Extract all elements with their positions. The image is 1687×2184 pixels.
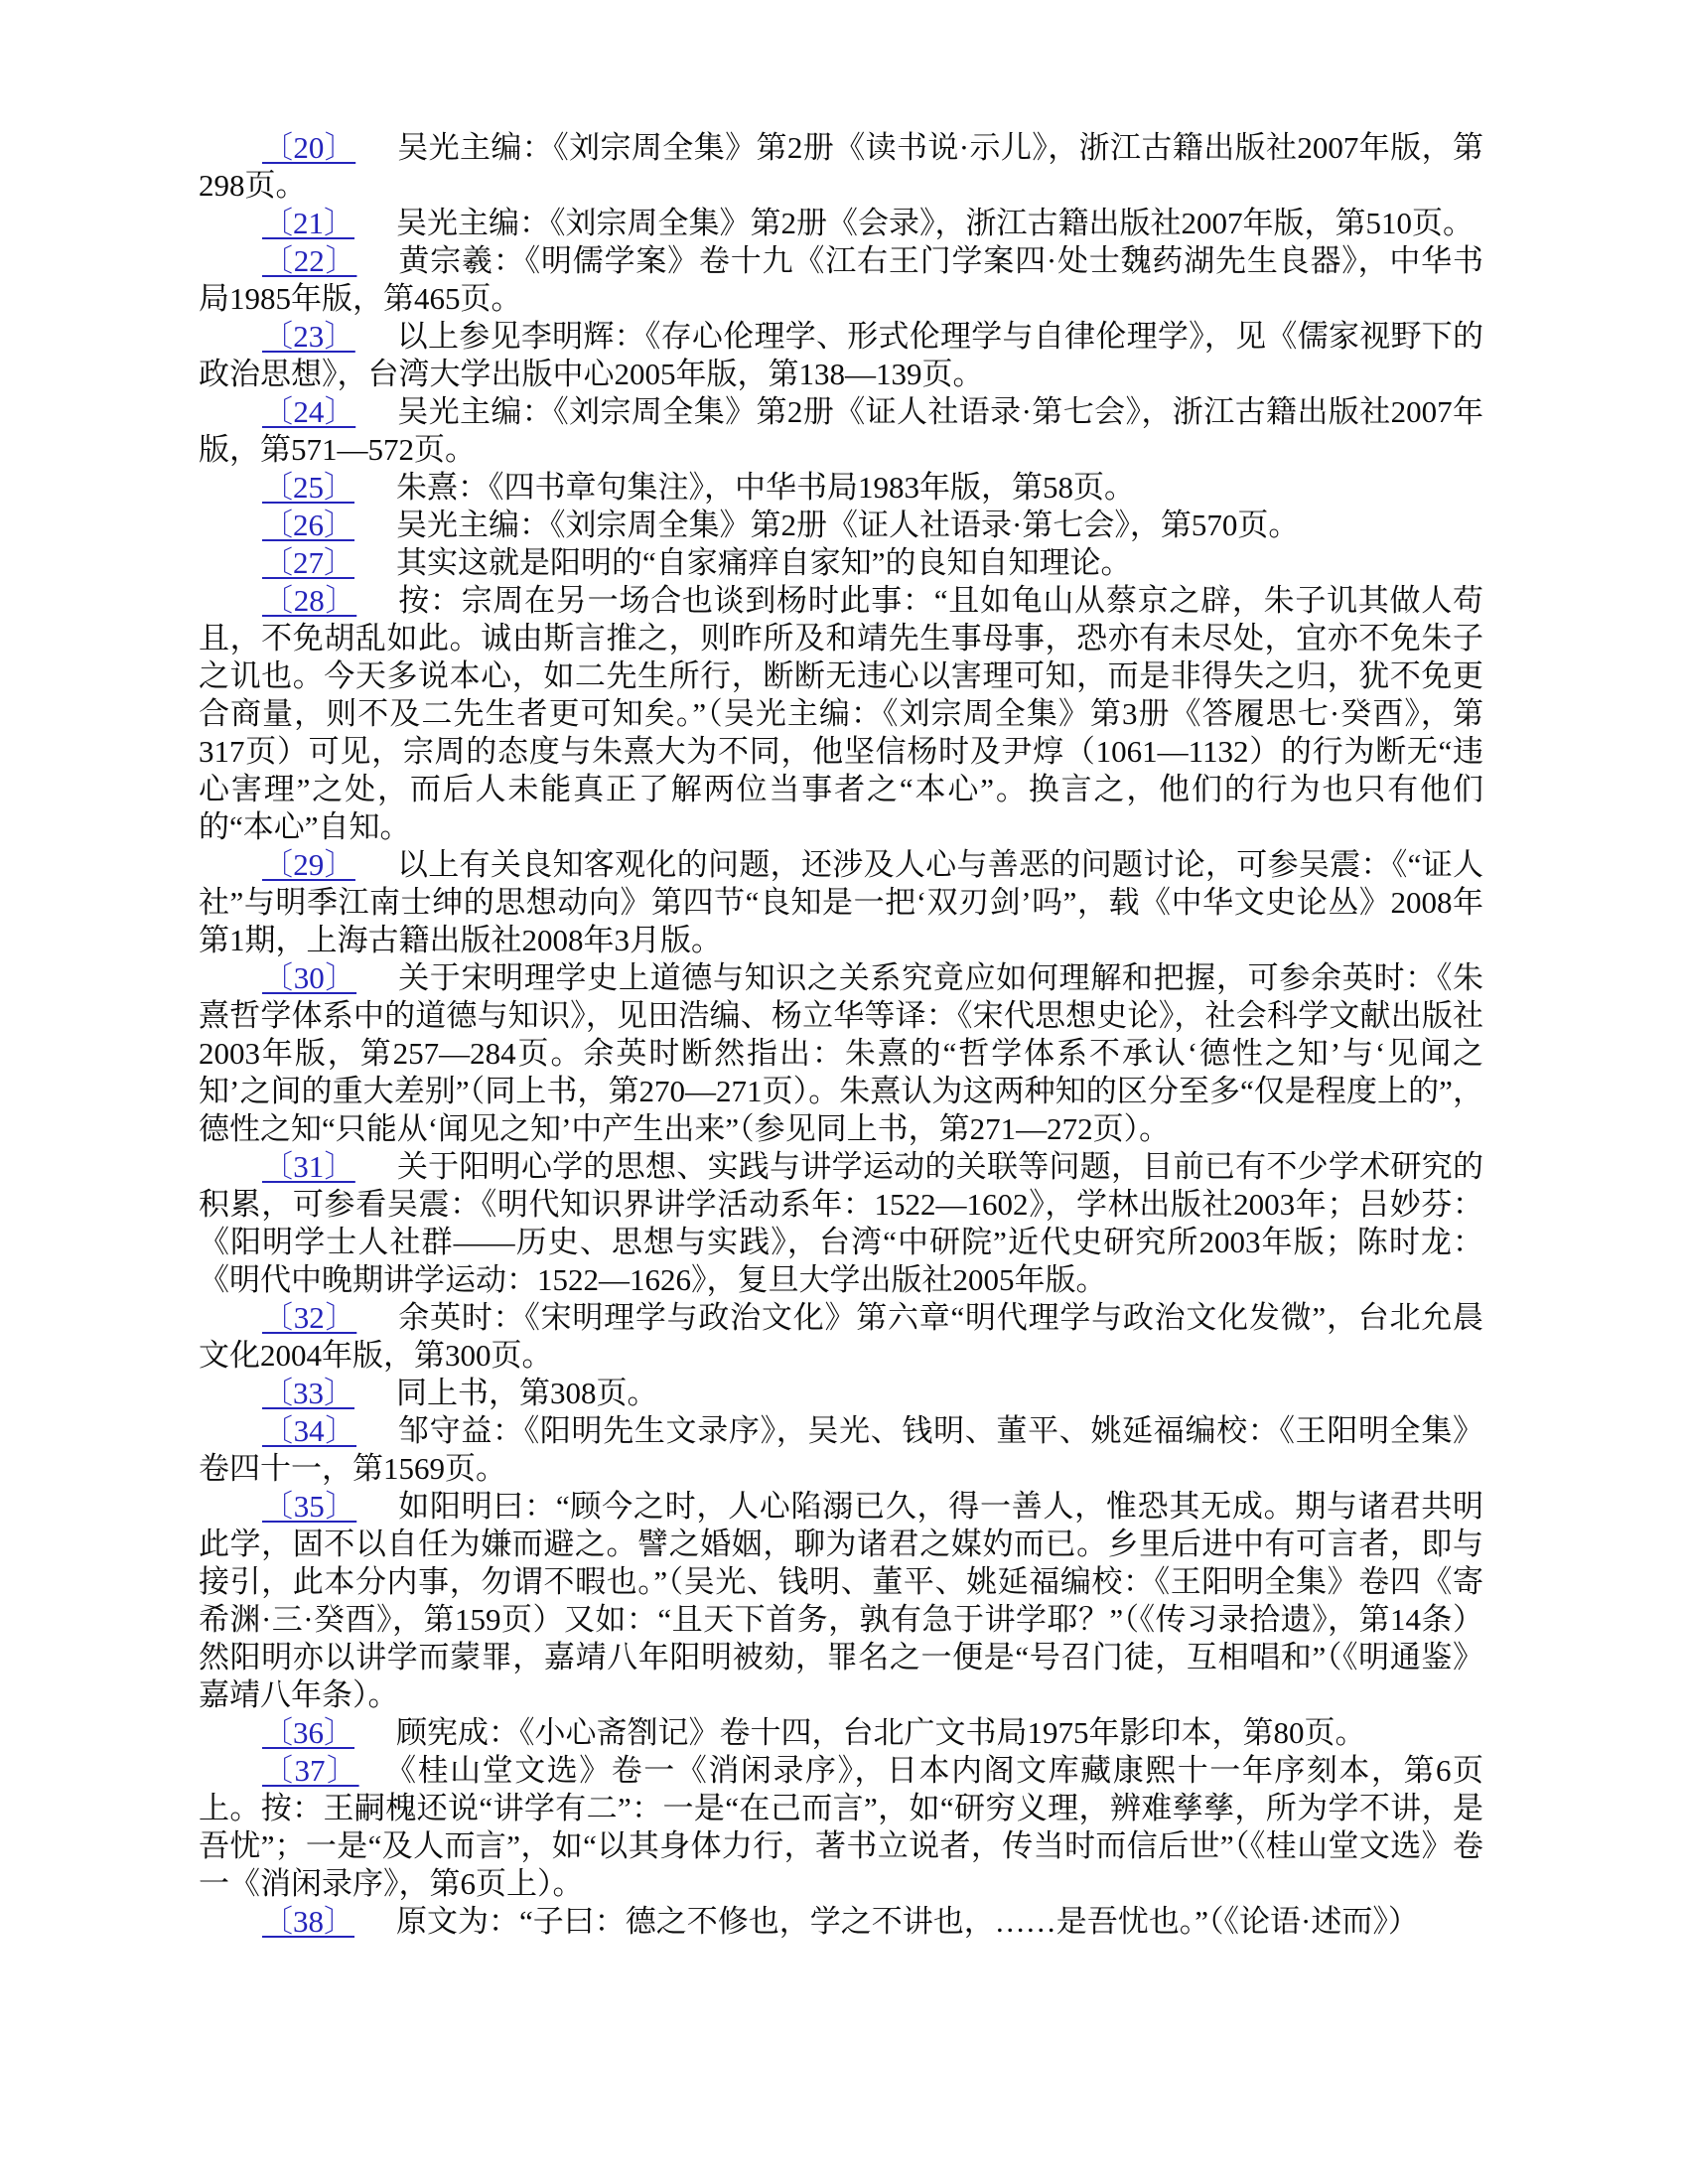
footnote-text: 关于阳明心学的思想、实践与讲学运动的关联等问题，目前已有不少学术研究的积累，可参看吴震：《明代知识界讲学活动系年：1522—1602》，学林出版社2003年；吕妙芬：《阳明学士人社群——历史、思想与实践》，台湾“中研院”近代史研究所2003年版；陈时龙：《明代中晚期讲学运动：1522—1626》，复旦大学出版社2005年版。 [199, 1149, 1483, 1297]
footnote-ref-link[interactable]: 〔32〕 [262, 1300, 357, 1335]
footnote-text: 以上有关良知客观化的问题，还涉及人心与善恶的问题讨论，可参吴震：《“证人社”与明季江南士绅的思想动向》第四节“良知是一把‘双刃剑’吗”，载《中华文史论丛》2008年第1期，上海古籍出版社2008年3月版。 [199, 847, 1484, 957]
footnote-ref-link[interactable]: 〔33〕 [262, 1376, 354, 1410]
footnote-ref-link[interactable]: 〔30〕 [262, 960, 357, 995]
footnote-text: 如阳明曰：“顾今之时，人心陷溺已久，得一善人，惟恐其无成。期与诸君共明此学，固不以自任为嫌而避之。譬之婚姻，聊为诸君之媒妁而已。乡里后进中有可言者，即与接引，此本分内事，勿谓不暇也。”（吴光、钱明、董平、姚延福编校：《王阳明全集》卷四《寄希渊·三·癸酉》，第159页）又如：“且天下首务，孰有急于讲学耶？”（《传习录拾遗》，第14条）然阳明亦以讲学而蒙罪，嘉靖八年阳明被劾，罪名之一便是“号召门徒，互相唱和”（《明通鉴》嘉靖八年条）。 [199, 1489, 1484, 1712]
footnote-text: 同上书，第308页。 [396, 1376, 658, 1410]
footnote-ref-link[interactable]: 〔34〕 [262, 1413, 357, 1448]
footnote-text: 邹守益：《阳明先生文录序》，吴光、钱明、董平、姚延福编校：《王阳明全集》卷四十一，第1569页。 [199, 1413, 1483, 1486]
footnote-ref-link[interactable]: 〔26〕 [262, 508, 354, 542]
footnote-item [199, 1752, 1483, 1903]
footnote-item [199, 1903, 1483, 1941]
footnote-item [199, 582, 1483, 846]
footnote-text: 朱熹：《四书章句集注》，中华书局1983年版，第58页。 [396, 470, 1135, 505]
footnote-ref-link[interactable]: 〔37〕 [262, 1753, 359, 1788]
footnote-ref-link[interactable]: 〔36〕 [262, 1715, 354, 1750]
footnote-ref-link[interactable]: 〔38〕 [262, 1904, 354, 1939]
footnote-item [199, 1148, 1483, 1299]
footnote-ref-link[interactable]: 〔24〕 [262, 394, 356, 429]
footnote-item [199, 846, 1483, 959]
footnote-item [199, 959, 1483, 1148]
footnote-text: 其实这就是阳明的“自家痛痒自家知”的良知自知理论。 [396, 545, 1132, 580]
footnote-ref-link[interactable]: 〔35〕 [262, 1489, 357, 1524]
footnote-item [199, 318, 1483, 393]
footnote-item [199, 1488, 1483, 1714]
footnote-ref-link[interactable]: 〔25〕 [262, 470, 354, 505]
footnote-ref-link[interactable]: 〔23〕 [262, 319, 355, 354]
footnote-item [199, 1299, 1483, 1375]
footnote-text: 吴光主编：《刘宗周全集》第2册《证人社语录·第七会》，第570页。 [396, 508, 1300, 542]
footnote-item [199, 1375, 1483, 1412]
footnote-ref-link[interactable]: 〔20〕 [262, 130, 356, 165]
footnote-item [199, 205, 1483, 242]
footnote-text: 以上参见李明辉：《存心伦理学、形式伦理学与自律伦理学》，见《儒家视野下的政治思想》，台湾大学出版中心2005年版，第138—139页。 [199, 319, 1484, 391]
footnote-text: 顾宪成：《小心斋劄记》卷十四，台北广文书局1975年影印本，第80页。 [396, 1715, 1366, 1750]
footnote-text: 黄宗羲：《明儒学案》卷十九《江右王门学案四·处士魏药湖先生良器》，中华书局1985年版，第465页。 [199, 243, 1483, 316]
footnote-item [199, 469, 1483, 507]
footnote-item [199, 129, 1483, 205]
footnote-item [199, 544, 1483, 582]
footnote-ref-link[interactable]: 〔28〕 [262, 583, 357, 618]
footnote-item [199, 1412, 1483, 1488]
footnote-text: 吴光主编：《刘宗周全集》第2册《会录》，浙江古籍出版社2007年版，第510页。 [396, 206, 1474, 240]
footnote-item [199, 1714, 1483, 1752]
footnote-text: 吴光主编：《刘宗周全集》第2册《证人社语录·第七会》，浙江古籍出版社2007年版，第571—572页。 [199, 394, 1483, 467]
footnote-item [199, 507, 1483, 544]
footnote-ref-link[interactable]: 〔31〕 [262, 1149, 355, 1184]
footnote-item [199, 393, 1483, 469]
footnote-text: 吴光主编：《刘宗周全集》第2册《读书说·示儿》，浙江古籍出版社2007年版，第298页。 [199, 130, 1483, 203]
footnote-text: 关于宋明理学史上道德与知识之关系究竟应如何理解和把握，可参余英时：《朱熹哲学体系中的道德与知识》，见田浩编、杨立华等译：《宋代思想史论》，社会科学文献出版社2003年版，第257—284页。余英时断然指出：朱熹的“哲学体系不承认‘德性之知’与‘见闻之知’之间的重大差别”（同上书，第270—271页）。朱熹认为这两种知的区分至多“仅是程度上的”，德性之知“只能从‘闻见之知’中产生出来”（参见同上书，第271—272页）。 [199, 960, 1484, 1146]
footnote-text: 原文为：“子曰：德之不修也，学之不讲也，……是吾忧也。”（《论语·述而》） [396, 1904, 1419, 1939]
footnote-text: 《桂山堂文选》卷一《消闲录序》，日本内阁文库藏康熙十一年序刻本，第6页上。按：王嗣槐还说“讲学有二”：一是“在己而言”，如“研穷义理，辨难孳孳，所为学不讲，是吾忧”；一是“及人而言”，如“以其身体力行，著书立说者，传当时而信后世”（《桂山堂文选》卷一《消闲录序》，第6页上）。 [199, 1753, 1484, 1901]
footnote-ref-link[interactable]: 〔27〕 [262, 545, 354, 580]
footnotes-list [199, 129, 1483, 1941]
footnote-text: 按：宗周在另一场合也谈到杨时此事：“且如龟山从蔡京之辟，朱子讥其做人苟且，不免胡乱如此。诚由斯言推之，则昨所及和靖先生事母事，恐亦有未尽处，宜亦不免朱子之讥也。今天多说本心，如二先生所行，断断无违心以害理可知，而是非得失之归，犹不免更合商量，则不及二先生者更可知矣。”（吴光主编：《刘宗周全集》第3册《答履思七·癸酉》，第317页）可见，宗周的态度与朱熹大为不同，他坚信杨时及尹焞（1061—1132）的行为断无“违心害理”之处，而后人未能真正了解两位当事者之“本心”。换言之，他们的行为也只有他们的“本心”自知。 [199, 583, 1484, 844]
footnote-ref-link[interactable]: 〔21〕 [262, 206, 354, 240]
footnote-ref-link[interactable]: 〔22〕 [262, 243, 357, 278]
footnote-ref-link[interactable]: 〔29〕 [262, 847, 355, 882]
footnote-item [199, 242, 1483, 318]
footnote-text: 余英时：《宋明理学与政治文化》第六章“明代理学与政治文化发微”，台北允晨文化2004年版，第300页。 [199, 1300, 1484, 1373]
